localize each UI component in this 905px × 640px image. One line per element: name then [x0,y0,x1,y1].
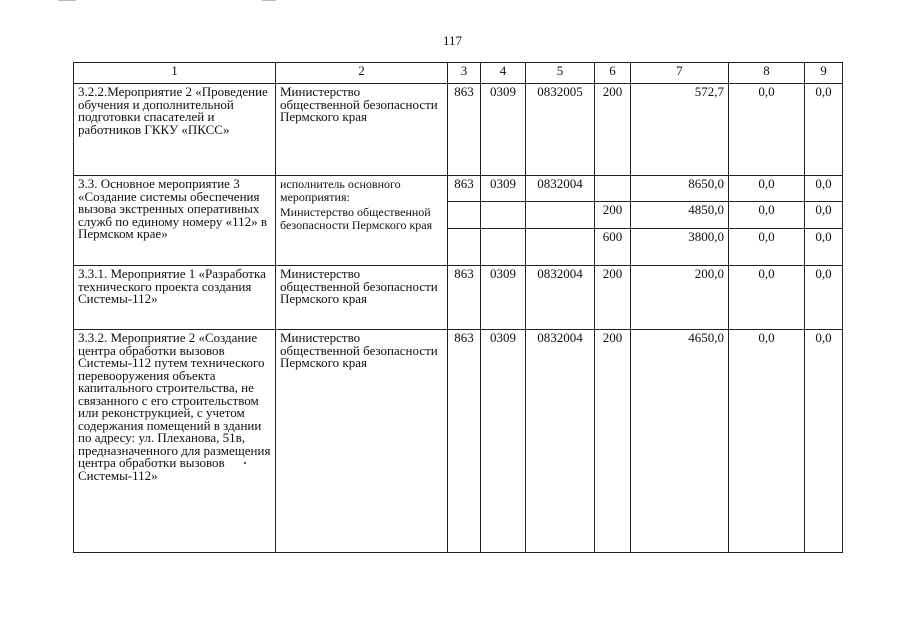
table-cell: 0309 [481,84,526,176]
table-cell: 0832005 [526,84,595,176]
executor-cell: Министерство общественной безопасности Пермского края [276,266,448,330]
table-cell: 0,0 [729,330,805,553]
table-cell: 0,0 [729,202,805,229]
table-cell: 0,0 [805,266,843,330]
table-row [74,330,843,553]
table-cell: 0309 [481,176,526,202]
executor-cell [276,176,448,266]
table-cell: 863 [448,330,481,553]
table-cell: 0,0 [729,229,805,266]
executor-cell: Министерство общественной безопасности Пермского края [276,84,448,176]
table-row [74,176,843,202]
column-header: 3 [448,63,481,84]
table-cell: 0832004 [526,330,595,553]
column-header: 1 [74,63,276,84]
table-cell [448,229,481,266]
table-cell [595,176,631,202]
table-cell: 0309 [481,266,526,330]
table-cell: 8650,0 [631,176,729,202]
column-header: 2 [276,63,448,84]
table-cell: 4850,0 [631,202,729,229]
column-header: 4 [481,63,526,84]
table-cell [526,202,595,229]
executor-heading: исполнитель основного мероприятия: [280,177,401,204]
table-row [74,266,843,330]
scan-artifact-line [262,0,276,1]
table-cell: 200,0 [631,266,729,330]
table-cell: 200 [595,330,631,553]
table-cell: 0,0 [729,84,805,176]
table-cell: 0,0 [729,176,805,202]
budget-table [73,62,843,553]
table-cell: 4650,0 [631,330,729,553]
table-cell: 200 [595,266,631,330]
column-header: 5 [526,63,595,84]
table-cell: 863 [448,176,481,202]
table-cell: 200 [595,202,631,229]
table-cell: 0,0 [805,330,843,553]
table-row [74,84,843,176]
table-cell: 600 [595,229,631,266]
table-cell: 0309 [481,330,526,553]
table-header-row [74,63,843,84]
table-cell: 572,7 [631,84,729,176]
column-header: 6 [595,63,631,84]
column-header: 7 [631,63,729,84]
column-header: 9 [805,63,843,84]
table-cell: 0,0 [805,176,843,202]
table-cell: 3800,0 [631,229,729,266]
table-cell: 0,0 [805,84,843,176]
column-header: 8 [729,63,805,84]
table-cell: 0832004 [526,176,595,202]
table-cell [481,202,526,229]
table-cell [526,229,595,266]
activity-name-cell: 3.3.1. Мероприятие 1 «Разработка технического проекта создания Системы-112» [74,266,276,330]
activity-name-cell: 3.2.2.Мероприятие 2 «Проведение обучения и дополнительной подготовки спасателей и работников ГККУ «ПКСС» [74,84,276,176]
table-cell: 863 [448,84,481,176]
table-cell: 200 [595,84,631,176]
activity-name-cell: 3.3. Основное мероприятие 3 «Создание системы обеспечения вызова экстренных оперативных служб по единому номеру «112» в Пермском крае» [74,176,276,266]
page-number: 117 [442,33,463,48]
activity-name-cell: 3.3.2. Мероприятие 2 «Создание центра обработки вызовов Системы-112 путем технического перевооружения объекта капитального строительства, не связанного с его строительством или реконструкцией, с учетом содержания помещений в здании по адресу: ул. Плеханова, 51в, предназначенного для размещения центра обработки вызовов Системы-112» [74,330,276,553]
scan-artifact-line [58,0,76,1]
table-cell: 0,0 [805,229,843,266]
executor-name: Министерство общественной безопасности Пермского края [280,205,433,232]
table-cell: 0832004 [526,266,595,330]
table-cell [448,202,481,229]
table-cell [481,229,526,266]
table-cell: 0,0 [729,266,805,330]
table-cell: 863 [448,266,481,330]
table-cell: 0,0 [805,202,843,229]
executor-cell: Министерство общественной безопасности Пермского края [276,330,448,553]
